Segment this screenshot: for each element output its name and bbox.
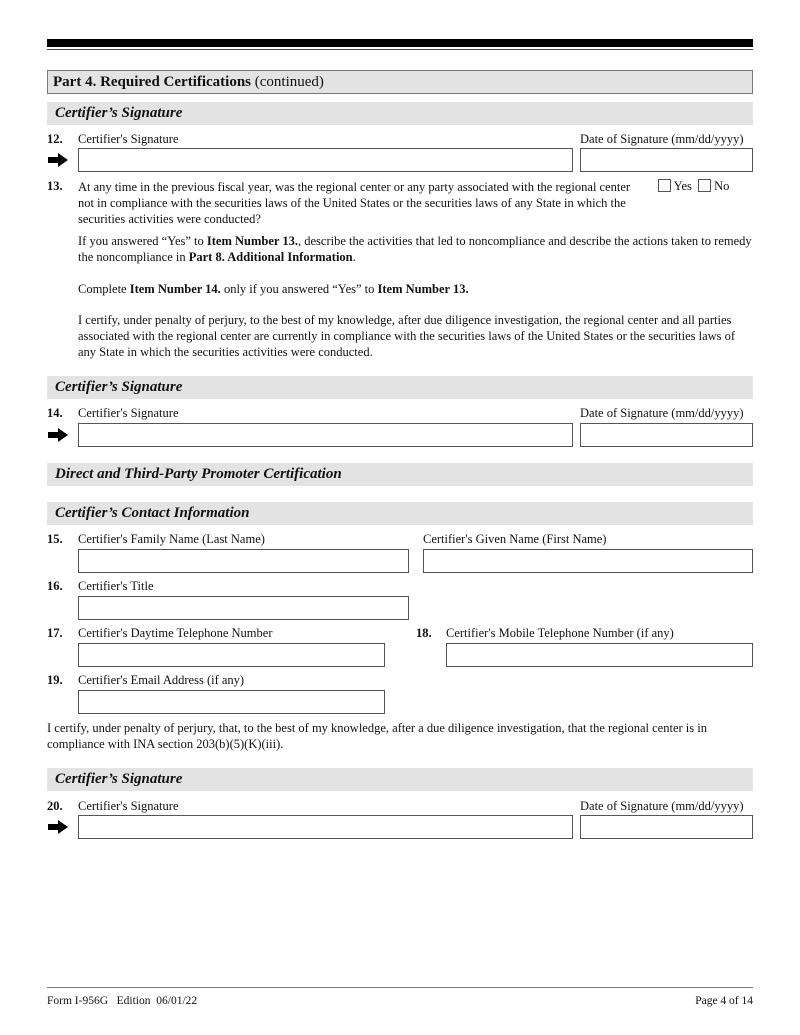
item-number-18: 18. (416, 626, 432, 640)
form-edition: Form I-956G Edition 06/01/22 (47, 995, 198, 1007)
item-12-label: Certifier's Signature (78, 132, 179, 146)
instruction-paragraph-1 (78, 233, 754, 265)
p2-ref-item-14: Item Number 14. (129, 282, 221, 296)
item-number-19: 19. (47, 673, 63, 687)
item-number-14: 14. (47, 406, 63, 420)
part-header (47, 70, 753, 94)
date-of-signature-field-12[interactable] (580, 148, 753, 172)
item-number-20: 20. (47, 799, 63, 813)
p1-ref-item-13: Item Number 13. (206, 234, 298, 248)
section-certifier-signature-2: Certifier’s Signature (47, 376, 753, 399)
item-14-date-label: Date of Signature (mm/dd/yyyy) (580, 406, 744, 420)
item-13-question: At any time in the previous fiscal year, was the regional center or any party associated with the regional center not in compliance with the securities laws of the United States or the securities laws of any State in which the securities activities were conducted? (78, 180, 631, 226)
section-contact-information: Certifier’s Contact Information (47, 502, 753, 525)
no-checkbox[interactable] (698, 179, 711, 192)
top-rule-thin (47, 49, 753, 50)
p2-text-c: only if you answered “Yes” to (220, 282, 378, 296)
arrow-right-icon (48, 820, 68, 834)
p1-text-c: , describe the activities that led to noncompliance and describe the actions taken to remedy the noncompliance in (78, 234, 752, 264)
p2-ref-item-13: Item Number 13. (377, 282, 469, 296)
daytime-phone-field[interactable] (78, 643, 385, 667)
arrow-right-icon (48, 428, 68, 442)
item-number-15: 15. (47, 532, 63, 546)
item-number-13: 13. (47, 179, 63, 193)
section-certifier-signature-1: Certifier’s Signature (47, 102, 753, 125)
date-of-signature-field-14[interactable] (580, 423, 753, 447)
item-15-given-label: Certifier's Given Name (First Name) (423, 532, 607, 546)
family-name-field[interactable] (78, 549, 409, 573)
section-certifier-signature-3: Certifier’s Signature (47, 768, 753, 791)
given-name-field[interactable] (423, 549, 753, 573)
item-17-label: Certifier's Daytime Telephone Number (78, 626, 273, 640)
yes-checkbox[interactable] (658, 179, 671, 192)
p1-text-e: . (352, 250, 356, 264)
item-16-label: Certifier's Title (78, 579, 154, 593)
item-13-options (658, 179, 729, 194)
no-label: No (714, 179, 730, 193)
part-suffix: (continued) (251, 74, 324, 90)
certifier-signature-field-20[interactable] (78, 815, 573, 839)
arrow-right-icon (48, 153, 68, 167)
certifier-title-field[interactable] (78, 596, 409, 620)
yes-label: Yes (673, 179, 692, 193)
email-address-field[interactable] (78, 690, 385, 714)
certification-paragraph-1: I certify, under penalty of perjury, to the best of my knowledge, after due diligence investigation, the regional center and all parties associated with the regional center are currently in compliance with the securities laws of the United States or the securities laws of any State in which the securities activities were conducted. (78, 313, 736, 359)
item-19-label: Certifier's Email Address (if any) (78, 673, 245, 687)
item-number-12: 12. (47, 132, 63, 146)
footer-rule (47, 987, 753, 988)
p1-text-a: If you answered “Yes” to (78, 234, 207, 248)
item-18-label: Certifier's Mobile Telephone Number (if any) (446, 626, 674, 640)
certification-paragraph-2: I certify, under penalty of perjury, that, to the best of my knowledge, after a due diligence investigation, that the regional center is in compliance with INA section 203(b)(5)(K)(iii). (47, 721, 707, 751)
top-rule-thick (47, 39, 753, 47)
page-number: Page 4 of 14 (695, 995, 753, 1007)
item-12-date-label: Date of Signature (mm/dd/yyyy) (580, 132, 744, 146)
p2-text-a: Complete (78, 282, 130, 296)
item-20-label: Certifier's Signature (78, 799, 179, 813)
certifier-signature-field-12[interactable] (78, 148, 573, 172)
part-title: Part 4. Required Certifications (53, 74, 252, 90)
item-14-label: Certifier's Signature (78, 406, 179, 420)
section-promoter-certification: Direct and Third-Party Promoter Certification (47, 463, 753, 486)
item-number-16: 16. (47, 579, 63, 593)
item-20-date-label: Date of Signature (mm/dd/yyyy) (580, 799, 744, 813)
p1-ref-part-8: Part 8. Additional Information (188, 250, 353, 264)
instruction-paragraph-2 (78, 281, 754, 297)
certifier-signature-field-14[interactable] (78, 423, 573, 447)
item-15-label: Certifier's Family Name (Last Name) (78, 532, 265, 546)
item-number-17: 17. (47, 626, 63, 640)
date-of-signature-field-20[interactable] (580, 815, 753, 839)
mobile-phone-field[interactable] (446, 643, 753, 667)
